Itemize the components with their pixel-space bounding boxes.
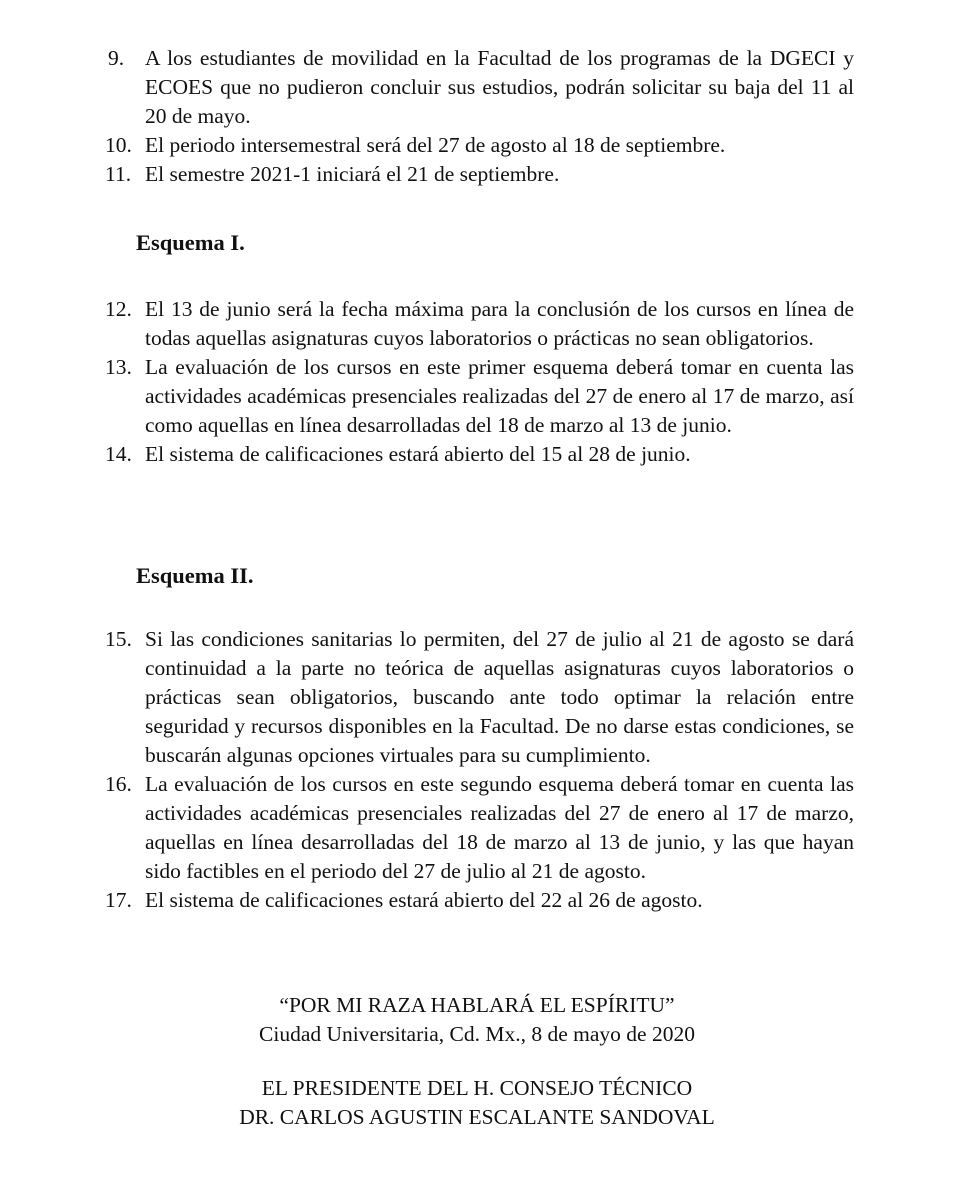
item-number: 15. — [105, 627, 132, 651]
list-item — [105, 131, 854, 160]
scheme2-heading: Esquema II. — [136, 563, 254, 588]
list-item — [105, 625, 854, 770]
list-item — [105, 160, 854, 189]
item-number: 13. — [105, 355, 132, 379]
list-item — [105, 295, 854, 353]
list-item — [105, 770, 854, 886]
list-item — [105, 440, 854, 469]
place-date: Ciudad Universitaria, Cd. Mx., 8 de mayo de 2020 — [259, 1022, 695, 1046]
item-text: El semestre 2021-1 iniciará el 21 de septiembre. — [145, 162, 560, 186]
signatory-name: DR. CARLOS AGUSTIN ESCALANTE SANDOVAL — [239, 1105, 715, 1129]
item-text: El 13 de junio será la fecha máxima para la conclusión de los cursos en línea de todas aquellas asignaturas cuyos laboratorios o prácticas no sean obligatorios. — [145, 297, 854, 350]
item-number: 12. — [105, 297, 132, 321]
motto: “POR MI RAZA HABLARÁ EL ESPÍRITU” — [279, 993, 675, 1017]
section-a-list — [105, 44, 854, 189]
signatory-title: EL PRESIDENTE DEL H. CONSEJO TÉCNICO — [261, 1076, 693, 1100]
item-text: El periodo intersemestral será del 27 de agosto al 18 de septiembre. — [145, 133, 726, 157]
item-text: La evaluación de los cursos en este primer esquema deberá tomar en cuenta las actividades académicas presenciales realizadas del 27 de enero al 17 de marzo, así como aquellas en línea desarrolladas del 18 de marzo al 13 de junio. — [145, 355, 854, 437]
item-text: El sistema de calificaciones estará abierto del 15 al 28 de junio. — [145, 442, 691, 466]
item-number: 16. — [105, 772, 132, 796]
item-number: 17. — [105, 888, 132, 912]
item-text: Si las condiciones sanitarias lo permiten, del 27 de julio al 21 de agosto se dará continuidad a la parte no teórica de aquellas asignaturas cuyos laboratorios o prácticas sean obligatorios, buscando ante todo optimar la relación entre seguridad y recursos disponibles en la Facultad. De no darse estas condiciones, se buscarán algunas opciones virtuales para su cumplimiento. — [145, 627, 854, 767]
item-number: 14. — [105, 442, 132, 466]
list-item — [108, 44, 854, 131]
list-item — [105, 353, 854, 440]
item-text: La evaluación de los cursos en este segundo esquema deberá tomar en cuenta las actividades académicas presenciales realizadas del 27 de enero al 17 de marzo, aquellas en línea desarrolladas del 18 de marzo al 13 de junio, y las que hayan sido factibles en el periodo del 27 de julio al 21 de agosto. — [145, 772, 854, 883]
item-number: 10. — [105, 133, 132, 157]
scheme2-list — [105, 625, 854, 915]
item-text: A los estudiantes de movilidad en la Facultad de los programas de la DGECI y ECOES que no pudieron concluir sus estudios, podrán solicitar su baja del 11 al 20 de mayo. — [145, 46, 854, 128]
item-number: 9. — [108, 46, 125, 70]
item-text: El sistema de calificaciones estará abierto del 22 al 26 de agosto. — [145, 888, 703, 912]
scheme1-heading: Esquema I. — [136, 230, 245, 255]
list-item — [105, 886, 854, 915]
item-number: 11. — [105, 162, 132, 186]
scheme1-list — [105, 295, 854, 469]
